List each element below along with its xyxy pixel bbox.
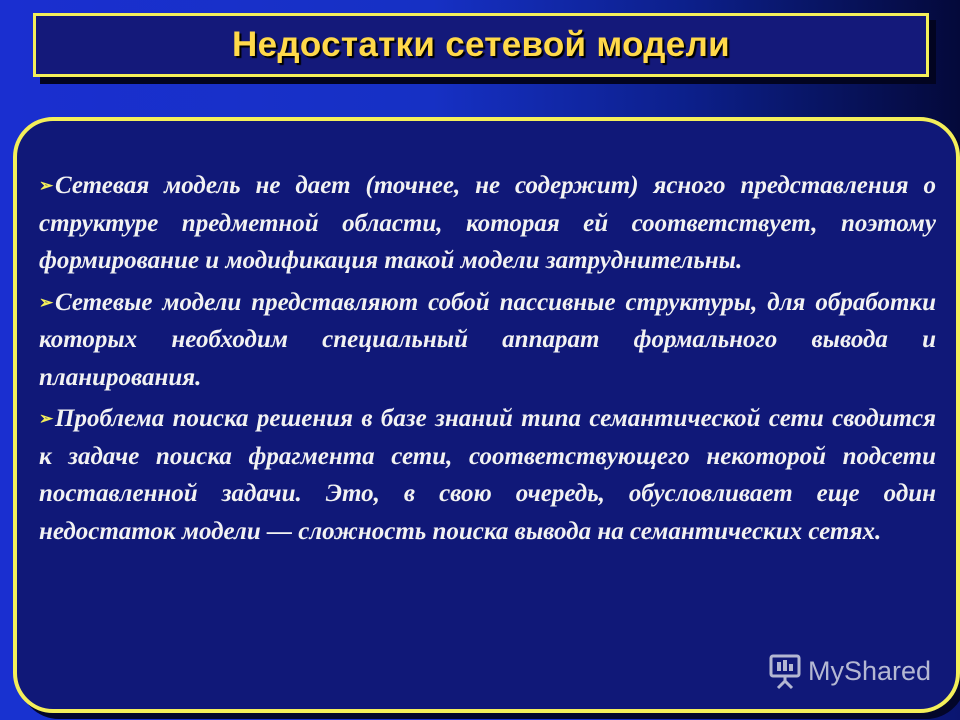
presentation-board-icon (768, 652, 802, 690)
bullet-text: Сетевые модели представляют собой пассивные структуры, для обработки которых необходим специальный аппарат формального вывода и планирования. (39, 288, 936, 391)
arrow-bullet-icon: ➢ (39, 176, 54, 195)
bullet-text: Сетевая модель не дает (точнее, не содержит) ясного представления о структуре предметной области, которая ей соответствует, поэтому формирование и модификация такой модели затруднительны. (39, 172, 936, 274)
slide-title: Недостатки сетевой модели (232, 25, 730, 64)
bullet-text: Проблема поиска решения в базе знаний типа семантической сети сводится к задаче поиска фрагмента сети, соответствующего некоторой подсети поставленной задачи. Это, в свою очередь, обусловливает еще один недостаток модели — сложность поиска вывода на семантических сетях. (39, 405, 936, 545)
arrow-bullet-icon: ➢ (39, 292, 54, 312)
arrow-bullet-icon: ➢ (39, 409, 54, 428)
watermark-text: MyShared (808, 655, 932, 686)
bullet-item-2 (39, 284, 936, 397)
bullet-item-3 (39, 400, 936, 550)
content-panel (13, 117, 960, 713)
title-banner (33, 13, 929, 77)
bullet-item-1 (39, 167, 936, 280)
watermark (768, 652, 931, 690)
